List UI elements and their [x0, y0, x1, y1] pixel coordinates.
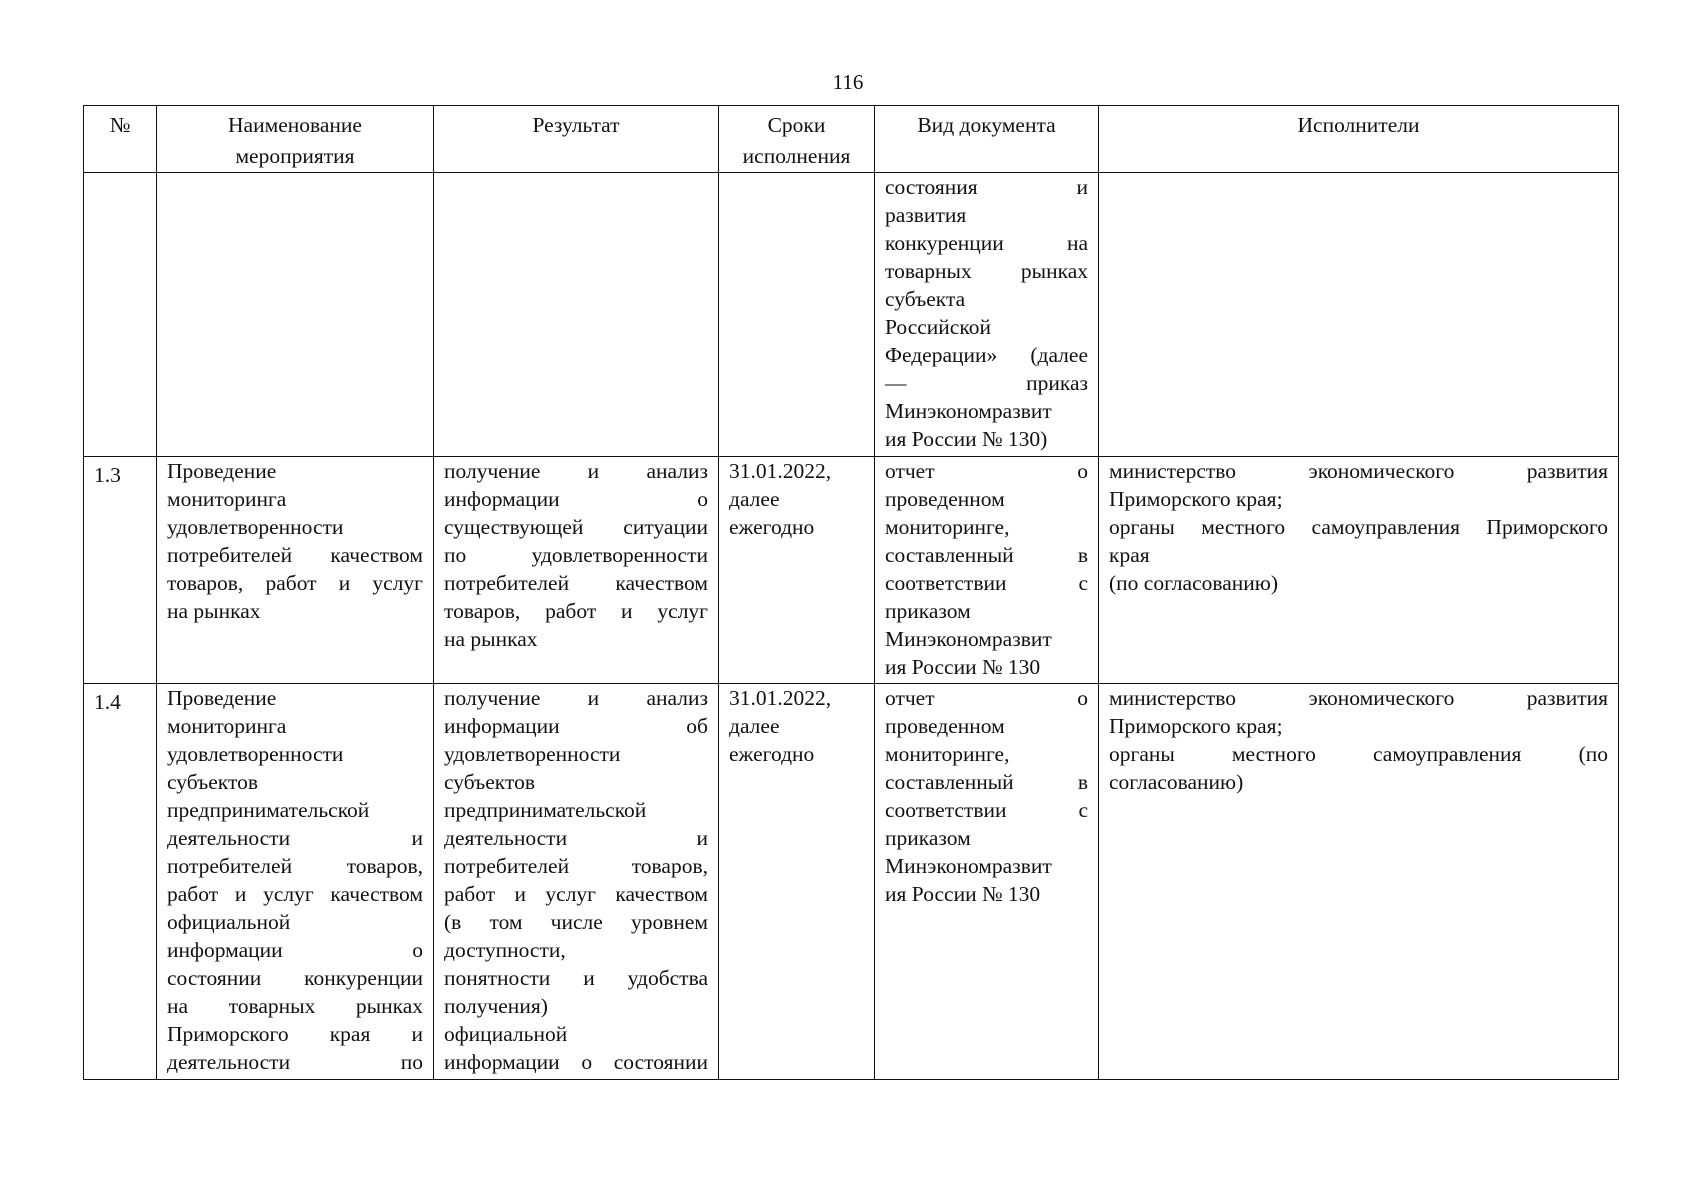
- text-line: Минэкономразвит: [885, 399, 1052, 423]
- text-line: субъектов: [444, 770, 535, 794]
- text-line: товаров, работ и услуг: [444, 599, 708, 623]
- measures-table: [83, 105, 1619, 1080]
- text-line: конкуренции на: [885, 231, 1088, 255]
- text-line: Минэкономразвит: [885, 854, 1052, 878]
- text-line: министерство экономического развития: [1109, 459, 1608, 483]
- text-line: состояния и: [885, 175, 1088, 199]
- text-line: далее: [729, 714, 780, 738]
- header-executors: Исполнители: [1099, 106, 1619, 173]
- row-executors-cell: [1099, 684, 1619, 1080]
- text-line: составленный в: [885, 770, 1088, 794]
- text-line: 31.01.2022,: [729, 459, 832, 483]
- row-executors-cell: [1099, 173, 1619, 457]
- text-line: состоянии конкуренции: [167, 966, 423, 990]
- row-deadline-cell: [719, 684, 875, 1080]
- row-name-cell: [157, 173, 434, 457]
- text-line: ия России № 130): [885, 427, 1048, 451]
- text-line: деятельности по: [167, 1050, 423, 1074]
- text-line: министерство экономического развития: [1109, 686, 1608, 710]
- row-name-cell: [157, 457, 434, 684]
- text-line: Российской: [885, 315, 991, 339]
- table-header-row: [84, 106, 1619, 173]
- row-result-cell: [434, 684, 719, 1080]
- text-line: мониторинга: [167, 714, 287, 738]
- text-line: потребителей качеством: [167, 543, 423, 567]
- row-result-cell: [434, 173, 719, 457]
- text-line: информации о состоянии: [444, 1050, 708, 1074]
- text-line: информации об: [444, 714, 708, 738]
- text-line: товарных рынках: [885, 259, 1088, 283]
- text-line: мониторинга: [167, 487, 287, 511]
- row-doc-type-cell: [875, 173, 1099, 457]
- text-line: органы местного самоуправления Приморского: [1109, 515, 1608, 539]
- text-line: приказом: [885, 826, 971, 850]
- text-line: Приморского края;: [1109, 487, 1283, 511]
- table-row: [84, 173, 1619, 457]
- text-line: получение и анализ: [444, 459, 708, 483]
- text-line: проведенном: [885, 487, 1005, 511]
- text-line: соответствии с: [885, 798, 1088, 822]
- row-name-cell: [157, 684, 434, 1080]
- text-line: на рынках: [444, 627, 538, 651]
- text-line: — приказ: [885, 371, 1088, 395]
- text-line: получение и анализ: [444, 686, 708, 710]
- text-line: удовлетворенности: [167, 515, 344, 539]
- text-line: предпринимательской: [444, 798, 647, 822]
- text-line: органы местного самоуправления (по: [1109, 742, 1608, 766]
- text-line: согласованию): [1109, 770, 1244, 794]
- text-line: приказом: [885, 599, 971, 623]
- text-line: потребителей товаров,: [444, 854, 708, 878]
- text-line: официальной: [444, 1022, 568, 1046]
- row-deadline-cell: [719, 173, 875, 457]
- text-line: понятности и удобства: [444, 966, 708, 990]
- text-line: мониторинге,: [885, 515, 1010, 539]
- row-deadline-cell: [719, 457, 875, 684]
- text-line: информации о: [167, 938, 423, 962]
- text-line: субъекта: [885, 287, 966, 311]
- row-num-cell: 1.3: [84, 457, 157, 684]
- text-line: товаров, работ и услуг: [167, 571, 423, 595]
- header-num: №: [84, 106, 157, 173]
- text-line: предпринимательской: [167, 798, 370, 822]
- text-line: составленный в: [885, 543, 1088, 567]
- text-line: удовлетворенности: [167, 742, 344, 766]
- text-line: ия России № 130: [885, 882, 1041, 906]
- table-row: [84, 684, 1619, 1080]
- row-num-cell: 1.4: [84, 684, 157, 1080]
- text-line: информации о: [444, 487, 708, 511]
- text-line: мониторинге,: [885, 742, 1010, 766]
- text-line: работ и услуг качеством: [167, 882, 423, 906]
- text-line: на рынках: [167, 599, 261, 623]
- text-line: Приморского края и: [167, 1022, 423, 1046]
- text-line: Минэкономразвит: [885, 627, 1052, 651]
- text-line: края: [1109, 543, 1150, 567]
- text-line: (по согласованию): [1109, 571, 1279, 595]
- text-line: на товарных рынках: [167, 994, 423, 1018]
- page-number: 116: [832, 70, 864, 94]
- row-executors-cell: [1099, 457, 1619, 684]
- text-line: Федерации» (далее: [885, 343, 1088, 367]
- text-line: проведенном: [885, 714, 1005, 738]
- text-line: (в том числе уровнем: [444, 910, 708, 934]
- text-line: ия России № 130: [885, 655, 1041, 679]
- text-line: потребителей товаров,: [167, 854, 423, 878]
- text-line: ежегодно: [729, 742, 815, 766]
- header-doc-type: Вид документа: [875, 106, 1099, 173]
- text-line: ежегодно: [729, 515, 815, 539]
- row-num-cell: [84, 173, 157, 457]
- text-line: деятельности и: [444, 826, 708, 850]
- row-result-cell: [434, 457, 719, 684]
- text-line: работ и услуг качеством: [444, 882, 708, 906]
- text-line: 31.01.2022,: [729, 686, 832, 710]
- text-line: развития: [885, 203, 967, 227]
- text-line: официальной: [167, 910, 291, 934]
- text-line: субъектов: [167, 770, 258, 794]
- text-line: по удовлетворенности: [444, 543, 708, 567]
- text-line: деятельности и: [167, 826, 423, 850]
- header-result: Результат: [434, 106, 719, 173]
- text-line: далее: [729, 487, 780, 511]
- header-deadline: Сроки исполнения: [719, 106, 875, 173]
- table-row: [84, 457, 1619, 684]
- text-line: Проведение: [167, 686, 277, 710]
- text-line: Проведение: [167, 459, 277, 483]
- text-line: удовлетворенности: [444, 742, 621, 766]
- text-line: доступности,: [444, 938, 566, 962]
- header-name: Наименование мероприятия: [157, 106, 434, 173]
- row-doc-type-cell: [875, 457, 1099, 684]
- text-line: потребителей качеством: [444, 571, 708, 595]
- text-line: соответствии с: [885, 571, 1088, 595]
- text-line: отчет о: [885, 459, 1088, 483]
- text-line: получения): [444, 994, 548, 1018]
- row-doc-type-cell: [875, 684, 1099, 1080]
- text-line: отчет о: [885, 686, 1088, 710]
- text-line: существующей ситуации: [444, 515, 708, 539]
- text-line: Приморского края;: [1109, 714, 1283, 738]
